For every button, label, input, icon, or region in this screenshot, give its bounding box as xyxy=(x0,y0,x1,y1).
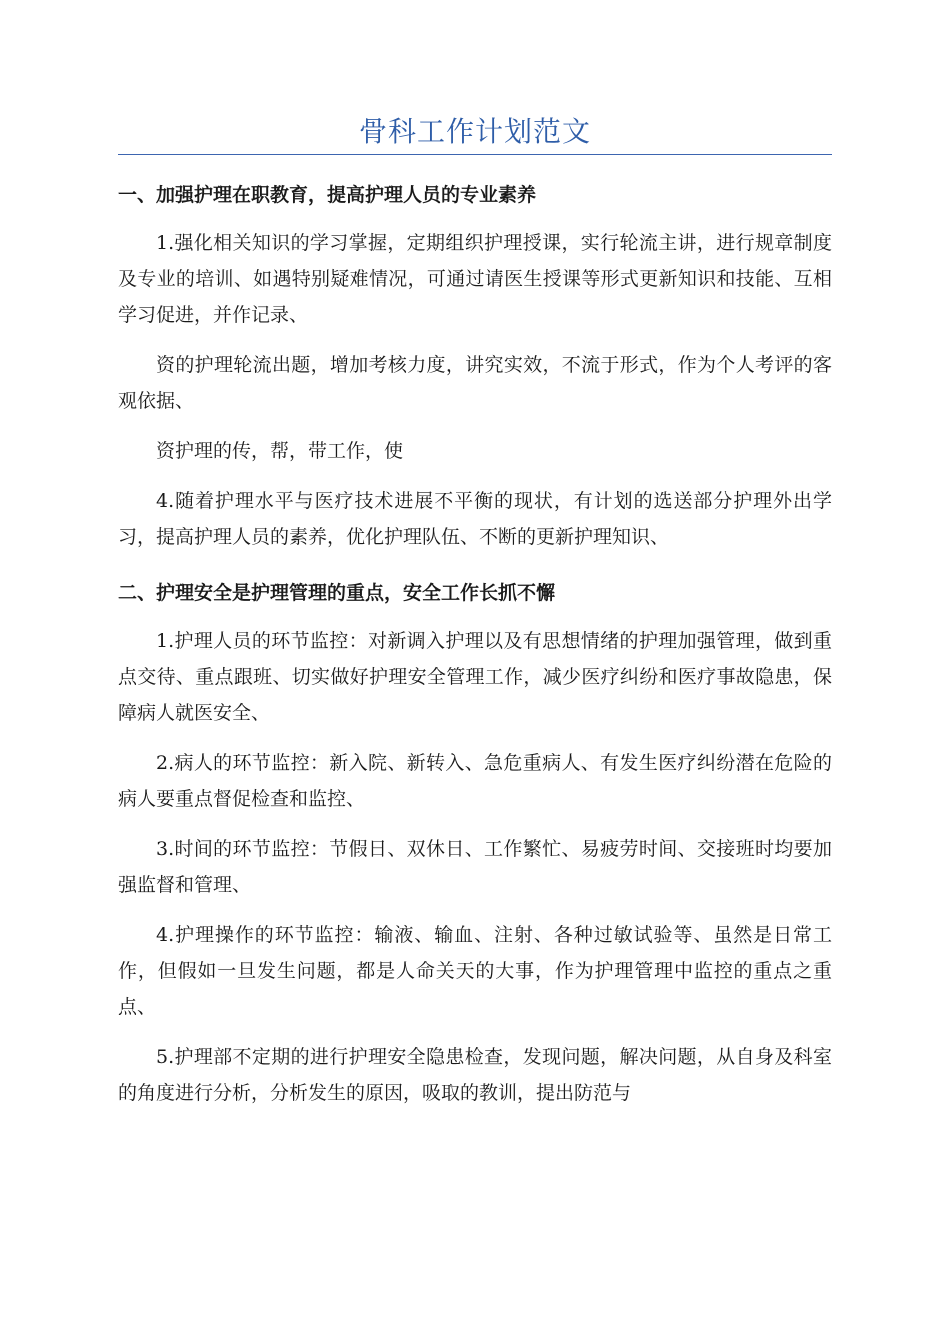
paragraph: 3.时间的环节监控：节假日、双休日、工作繁忙、易疲劳时间、交接班时均要加强监督和管理、 xyxy=(118,838,832,896)
section-heading-1: 一、加强护理在职教育，提高护理人员的专业素养 xyxy=(118,184,537,206)
paragraph: 5.护理部不定期的进行护理安全隐患检查，发现问题，解决问题，从自身及科室的角度进行分析，分析发生的原因，吸取的教训，提出防范与 xyxy=(118,1046,832,1104)
section-heading-2: 二、护理安全是护理管理的重点，安全工作长抓不懈 xyxy=(118,582,556,604)
paragraph: 2.病人的环节监控：新入院、新转入、急危重病人、有发生医疗纠纷潜在危险的病人要重点督促检查和监控、 xyxy=(118,752,832,810)
paragraph: 4.随着护理水平与医疗技术进展不平衡的现状，有计划的选送部分护理外出学习，提高护理人员的素养，优化护理队伍、不断的更新护理知识、 xyxy=(118,490,832,548)
paragraph: 1.护理人员的环节监控：对新调入护理以及有思想情绪的护理加强管理，做到重点交待、重点跟班、切实做好护理安全管理工作，减少医疗纠纷和医疗事故隐患，保障病人就医安全、 xyxy=(118,630,832,724)
document-title: 骨科工作计划范文 xyxy=(358,115,591,148)
title-underline xyxy=(118,154,832,155)
paragraph: 1.强化相关知识的学习掌握，定期组织护理授课，实行轮流主讲，进行规章制度及专业的培训、如遇特别疑难情况，可通过请医生授课等形式更新知识和技能、互相学习促进，并作记录、 xyxy=(118,232,832,326)
paragraph: 资的护理轮流出题，增加考核力度，讲究实效，不流于形式，作为个人考评的客观依据、 xyxy=(118,354,832,412)
paragraph: 资护理的传，帮，带工作，使 xyxy=(156,440,404,462)
paragraph: 4.护理操作的环节监控：输液、输血、注射、各种过敏试验等、虽然是日常工作，但假如一旦发生问题，都是人命关天的大事，作为护理管理中监控的重点之重点、 xyxy=(118,924,832,1018)
